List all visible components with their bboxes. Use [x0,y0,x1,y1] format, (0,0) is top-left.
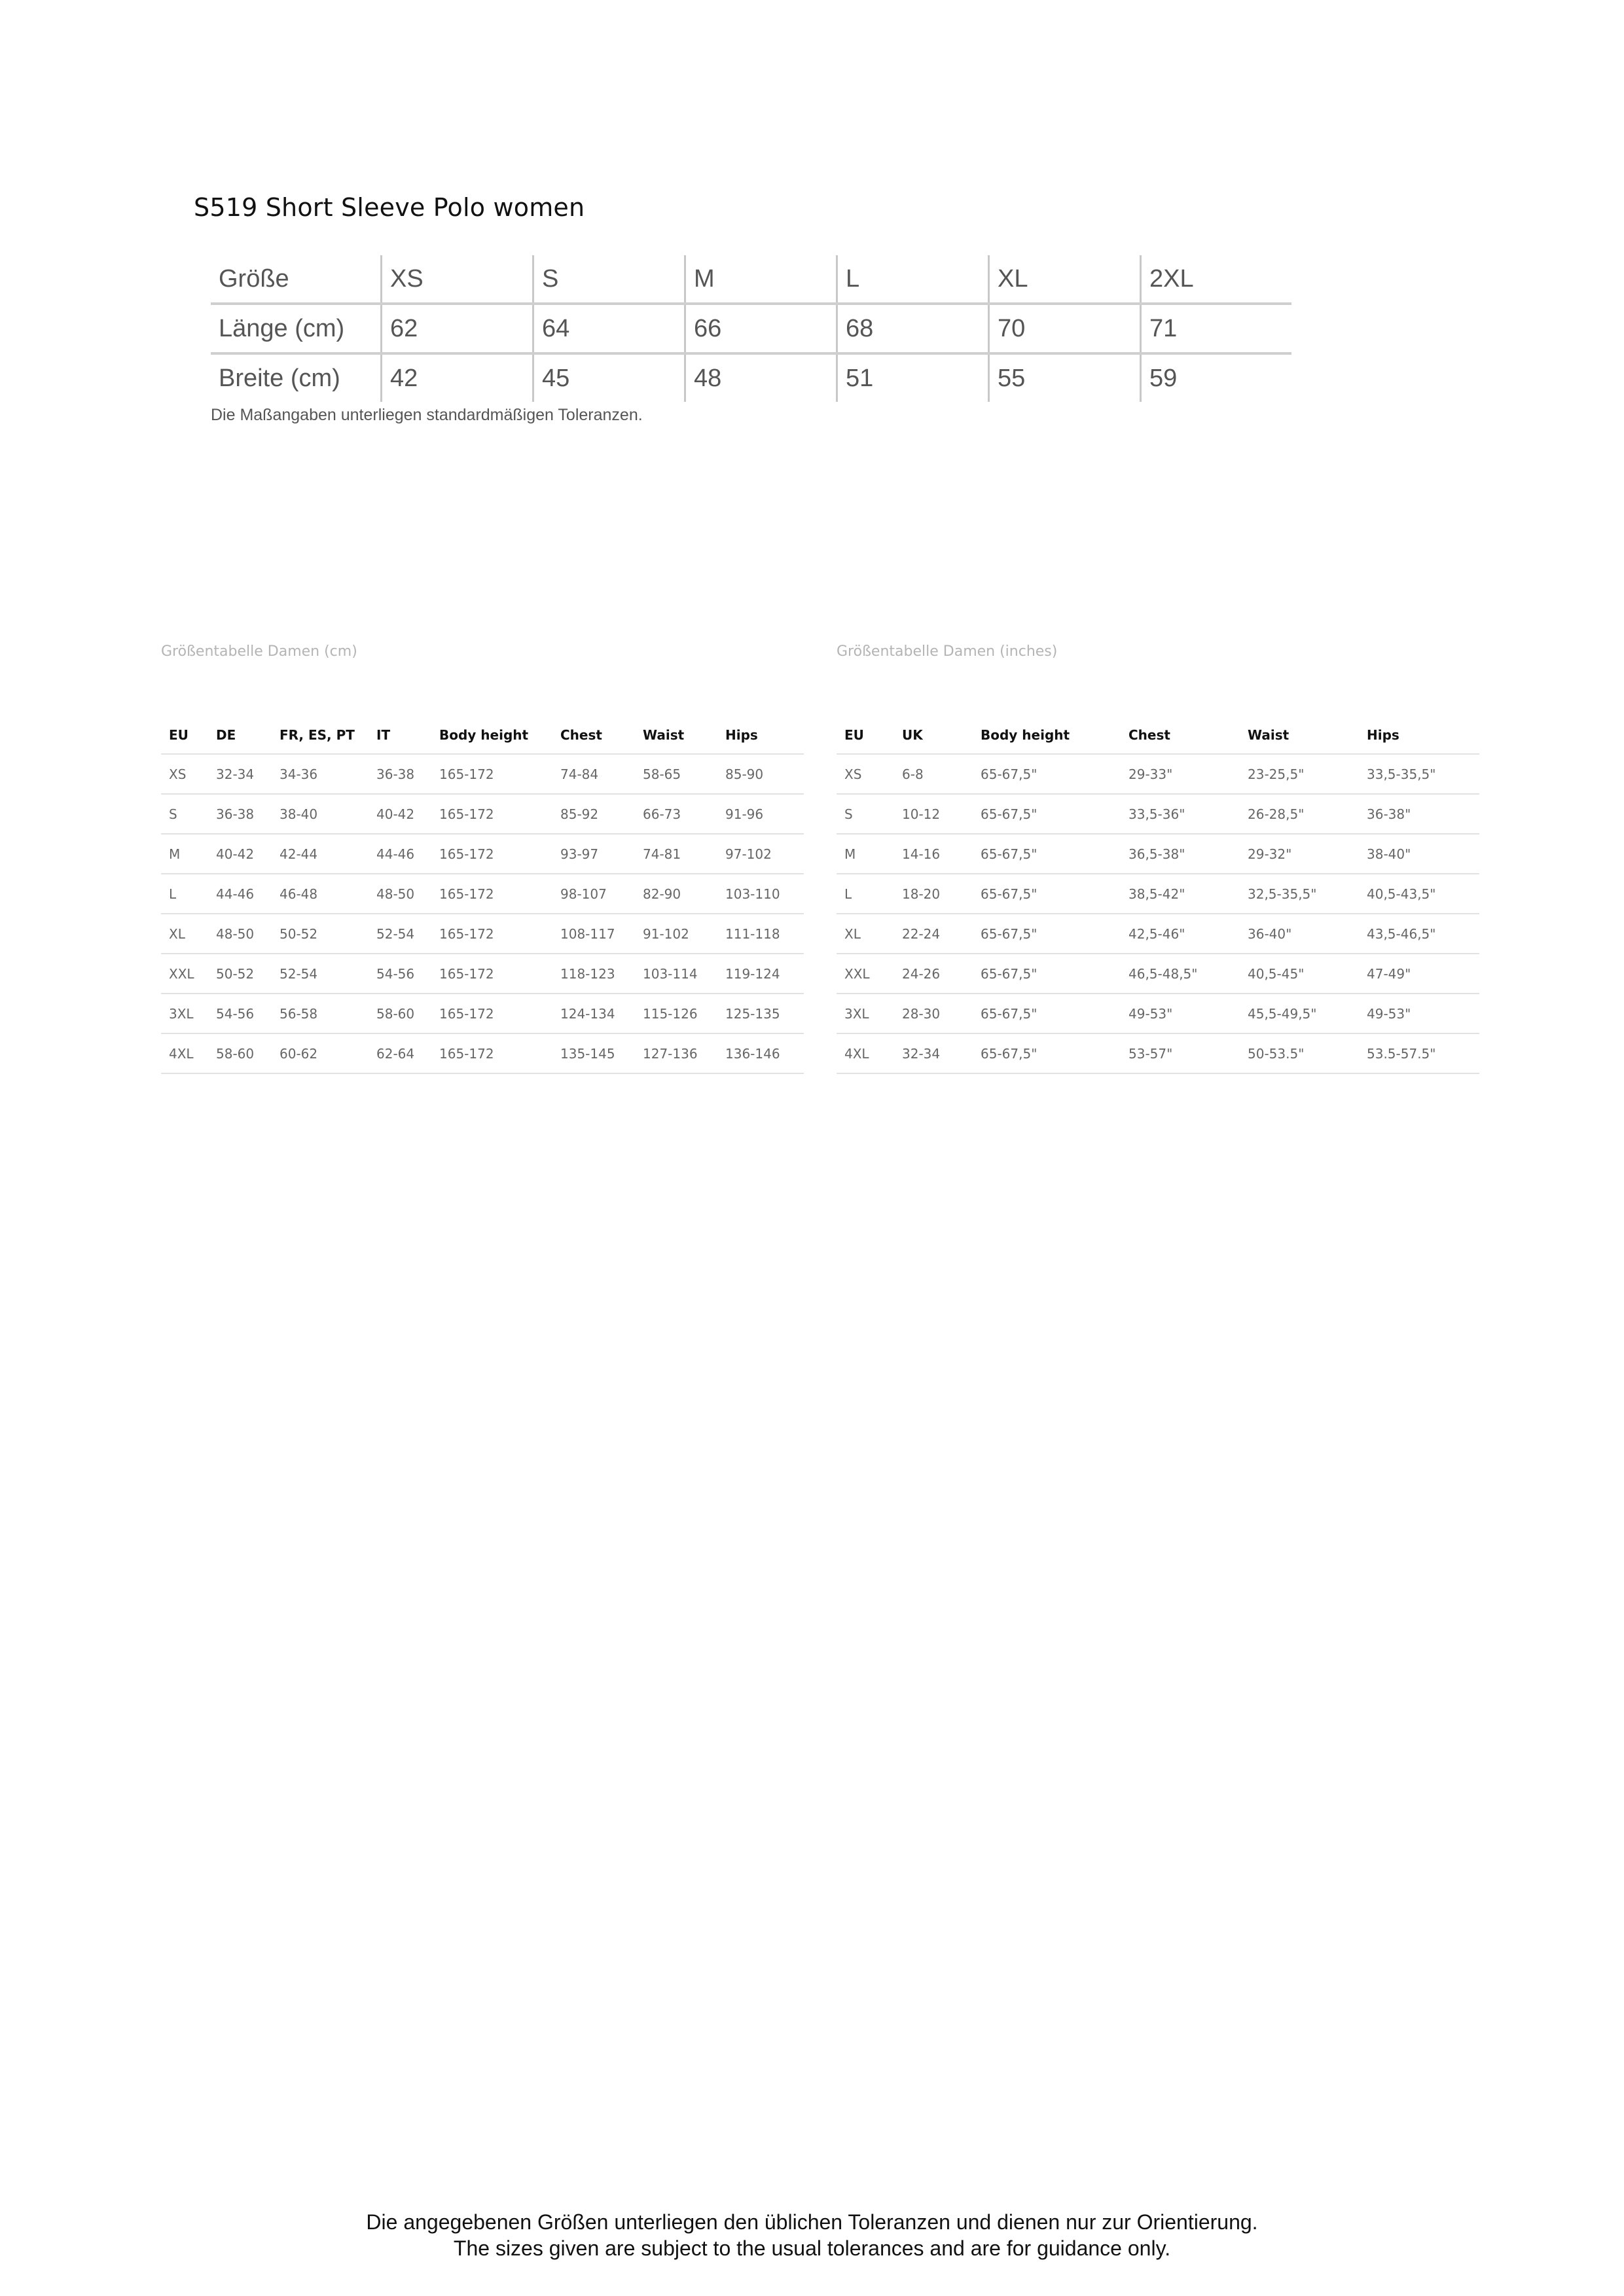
table-row [161,754,804,794]
footer-disclaimer [0,2209,1624,2261]
footer-line-en: The sizes given are subject to the usual tolerances and are for guidance only. [453,2236,1171,2260]
table-cell: 165-172 [431,834,552,874]
measurement-cell: 62 [382,304,533,353]
measurement-cell: 55 [989,353,1141,402]
measurement-cell: 59 [1141,353,1292,402]
measurement-cell: XS [382,255,533,304]
column-header: Body height [973,717,1121,754]
size-table-cm-caption: Größentabelle Damen (cm) [161,643,357,660]
table-cell: 85-92 [552,794,635,834]
table-cell: 44-46 [369,834,431,874]
table-cell: 74-81 [635,834,717,874]
measurement-cell: 48 [685,353,837,402]
table-cell: 45,5-49,5" [1240,994,1359,1033]
table-cell: 53-57" [1121,1033,1240,1073]
table-cell: 56-58 [272,994,369,1033]
table-cell: 91-102 [635,914,717,954]
table-cell: 48-50 [208,914,272,954]
table-cell: M [161,834,208,874]
column-header: Waist [1240,717,1359,754]
table-cell: 38-40 [272,794,369,834]
column-header: EU [837,717,894,754]
size-table-inches-caption: Größentabelle Damen (inches) [837,643,1058,660]
table-cell: 127-136 [635,1033,717,1073]
table-cell: 60-62 [272,1033,369,1073]
footer-line-de: Die angegebenen Größen unterliegen den üblichen Toleranzen und dienen nur zur Orientierung. [366,2210,1258,2234]
table-cell: 22-24 [894,914,973,954]
table-cell: 52-54 [369,914,431,954]
measurement-table [211,255,1291,402]
table-cell: 125-135 [717,994,804,1033]
table-cell: 111-118 [717,914,804,954]
table-cell: 58-60 [208,1033,272,1073]
table-cell: 42,5-46" [1121,914,1240,954]
table-cell: 50-52 [208,954,272,994]
table-cell: M [837,834,894,874]
column-header: UK [894,717,973,754]
table-cell: 4XL [837,1033,894,1073]
table-row [837,754,1479,794]
column-header: FR, ES, PT [272,717,369,754]
table-cell: 42-44 [272,834,369,874]
column-header: IT [369,717,431,754]
column-header: Waist [635,717,717,754]
table-cell: 165-172 [431,914,552,954]
table-cell: 93-97 [552,834,635,874]
table-cell: 32,5-35,5" [1240,874,1359,914]
column-header: Hips [717,717,804,754]
table-cell: S [161,794,208,834]
table-cell: 18-20 [894,874,973,914]
table-cell: XS [837,754,894,794]
measurement-cell: 51 [837,353,989,402]
table-cell: 54-56 [369,954,431,994]
table-cell: 124-134 [552,994,635,1033]
table-cell: 33,5-35,5" [1359,754,1479,794]
table-cell: 97-102 [717,834,804,874]
table-cell: 43,5-46,5" [1359,914,1479,954]
table-cell: 29-32" [1240,834,1359,874]
table-cell: XS [161,754,208,794]
table-cell: L [837,874,894,914]
table-cell: 33,5-36" [1121,794,1240,834]
table-cell: 3XL [837,994,894,1033]
measurement-cell: 64 [533,304,685,353]
table-cell: 3XL [161,994,208,1033]
table-cell: 165-172 [431,794,552,834]
table-cell: 82-90 [635,874,717,914]
table-cell: 38,5-42" [1121,874,1240,914]
table-cell: XL [161,914,208,954]
measurement-cell: Größe [211,255,382,304]
size-table-cm [161,717,804,1074]
table-cell: 165-172 [431,1033,552,1073]
column-header: Hips [1359,717,1479,754]
table-cell: 32-34 [208,754,272,794]
table-row [837,874,1479,914]
table-cell: 136-146 [717,1033,804,1073]
table-cell: 40,5-43,5" [1359,874,1479,914]
table-cell: XXL [161,954,208,994]
table-cell: 74-84 [552,754,635,794]
table-cell: 4XL [161,1033,208,1073]
table-cell: 44-46 [208,874,272,914]
table-cell: 14-16 [894,834,973,874]
table-cell: 66-73 [635,794,717,834]
table-cell: 24-26 [894,954,973,994]
table-cell: 115-126 [635,994,717,1033]
table-cell: 46-48 [272,874,369,914]
table-cell: 49-53" [1359,994,1479,1033]
table-cell: 165-172 [431,994,552,1033]
table-row [161,874,804,914]
table-cell: 29-33" [1121,754,1240,794]
table-cell: 36-40" [1240,914,1359,954]
table-row [161,834,804,874]
column-header: Body height [431,717,552,754]
table-cell: 36-38" [1359,794,1479,834]
table-row [161,1033,804,1073]
table-row [837,1033,1479,1073]
table-row [837,954,1479,994]
table-cell: 36-38 [369,754,431,794]
column-header: EU [161,717,208,754]
measurement-cell: M [685,255,837,304]
measurement-cell: 68 [837,304,989,353]
table-cell: 36-38 [208,794,272,834]
table-row [837,834,1479,874]
measurement-cell: 71 [1141,304,1292,353]
measurement-cell: XL [989,255,1141,304]
measurement-cell: 45 [533,353,685,402]
table-row [837,794,1479,834]
table-cell: 65-67,5" [973,794,1121,834]
table-row [161,794,804,834]
measurement-row [211,304,1291,353]
table-row [837,994,1479,1033]
table-cell: 40,5-45" [1240,954,1359,994]
table-cell: 103-110 [717,874,804,914]
table-cell: XXL [837,954,894,994]
measurement-cell: 66 [685,304,837,353]
measurement-row [211,353,1291,402]
table-cell: 91-96 [717,794,804,834]
table-cell: 103-114 [635,954,717,994]
table-cell: 65-67,5" [973,954,1121,994]
measurement-cell: Länge (cm) [211,304,382,353]
table-row [837,914,1479,954]
measurement-cell: L [837,255,989,304]
table-cell: 65-67,5" [973,914,1121,954]
measurement-row [211,255,1291,304]
table-cell: 108-117 [552,914,635,954]
table-cell: 26-28,5" [1240,794,1359,834]
table-cell: 32-34 [894,1033,973,1073]
measurement-cell: 2XL [1141,255,1292,304]
table-cell: 62-64 [369,1033,431,1073]
table-cell: 48-50 [369,874,431,914]
column-header: Chest [552,717,635,754]
page-title: S519 Short Sleeve Polo women [194,193,585,222]
table-cell: 65-67,5" [973,834,1121,874]
table-cell: 40-42 [369,794,431,834]
table-cell: 50-53.5" [1240,1033,1359,1073]
table-cell: 52-54 [272,954,369,994]
table-cell: 38-40" [1359,834,1479,874]
table-cell: 53.5-57.5" [1359,1033,1479,1073]
column-header: Chest [1121,717,1240,754]
table-cell: 65-67,5" [973,994,1121,1033]
table-cell: 49-53" [1121,994,1240,1033]
table-cell: S [837,794,894,834]
measurement-cell: 42 [382,353,533,402]
measurement-cell: Breite (cm) [219,364,340,392]
column-header: DE [208,717,272,754]
table-cell: 165-172 [431,754,552,794]
table-cell: 65-67,5" [973,874,1121,914]
measurement-note: Die Maßangaben unterliegen standardmäßigen Toleranzen. [211,406,643,424]
table-cell: 165-172 [431,954,552,994]
table-row [161,914,804,954]
table-cell: L [161,874,208,914]
table-cell: 54-56 [208,994,272,1033]
table-cell: 98-107 [552,874,635,914]
table-cell: XL [837,914,894,954]
table-row [161,994,804,1033]
table-cell: 65-67,5" [973,1033,1121,1073]
table-cell: 6-8 [894,754,973,794]
table-cell: 47-49" [1359,954,1479,994]
measurement-cell: 70 [989,304,1141,353]
table-cell: 23-25,5" [1240,754,1359,794]
table-cell: 40-42 [208,834,272,874]
measurement-cell: S [533,255,685,304]
table-cell: 135-145 [552,1033,635,1073]
table-cell: 165-172 [431,874,552,914]
table-cell: 58-65 [635,754,717,794]
table-cell: 36,5-38" [1121,834,1240,874]
table-cell: 119-124 [717,954,804,994]
table-cell: 50-52 [272,914,369,954]
size-table-inches [837,717,1479,1074]
table-row [161,954,804,994]
table-cell: 46,5-48,5" [1121,954,1240,994]
table-cell: 34-36 [272,754,369,794]
table-cell: 118-123 [552,954,635,994]
table-cell: 85-90 [717,754,804,794]
table-cell: 58-60 [369,994,431,1033]
table-cell: 65-67,5" [973,754,1121,794]
table-cell: 28-30 [894,994,973,1033]
table-cell: 10-12 [894,794,973,834]
